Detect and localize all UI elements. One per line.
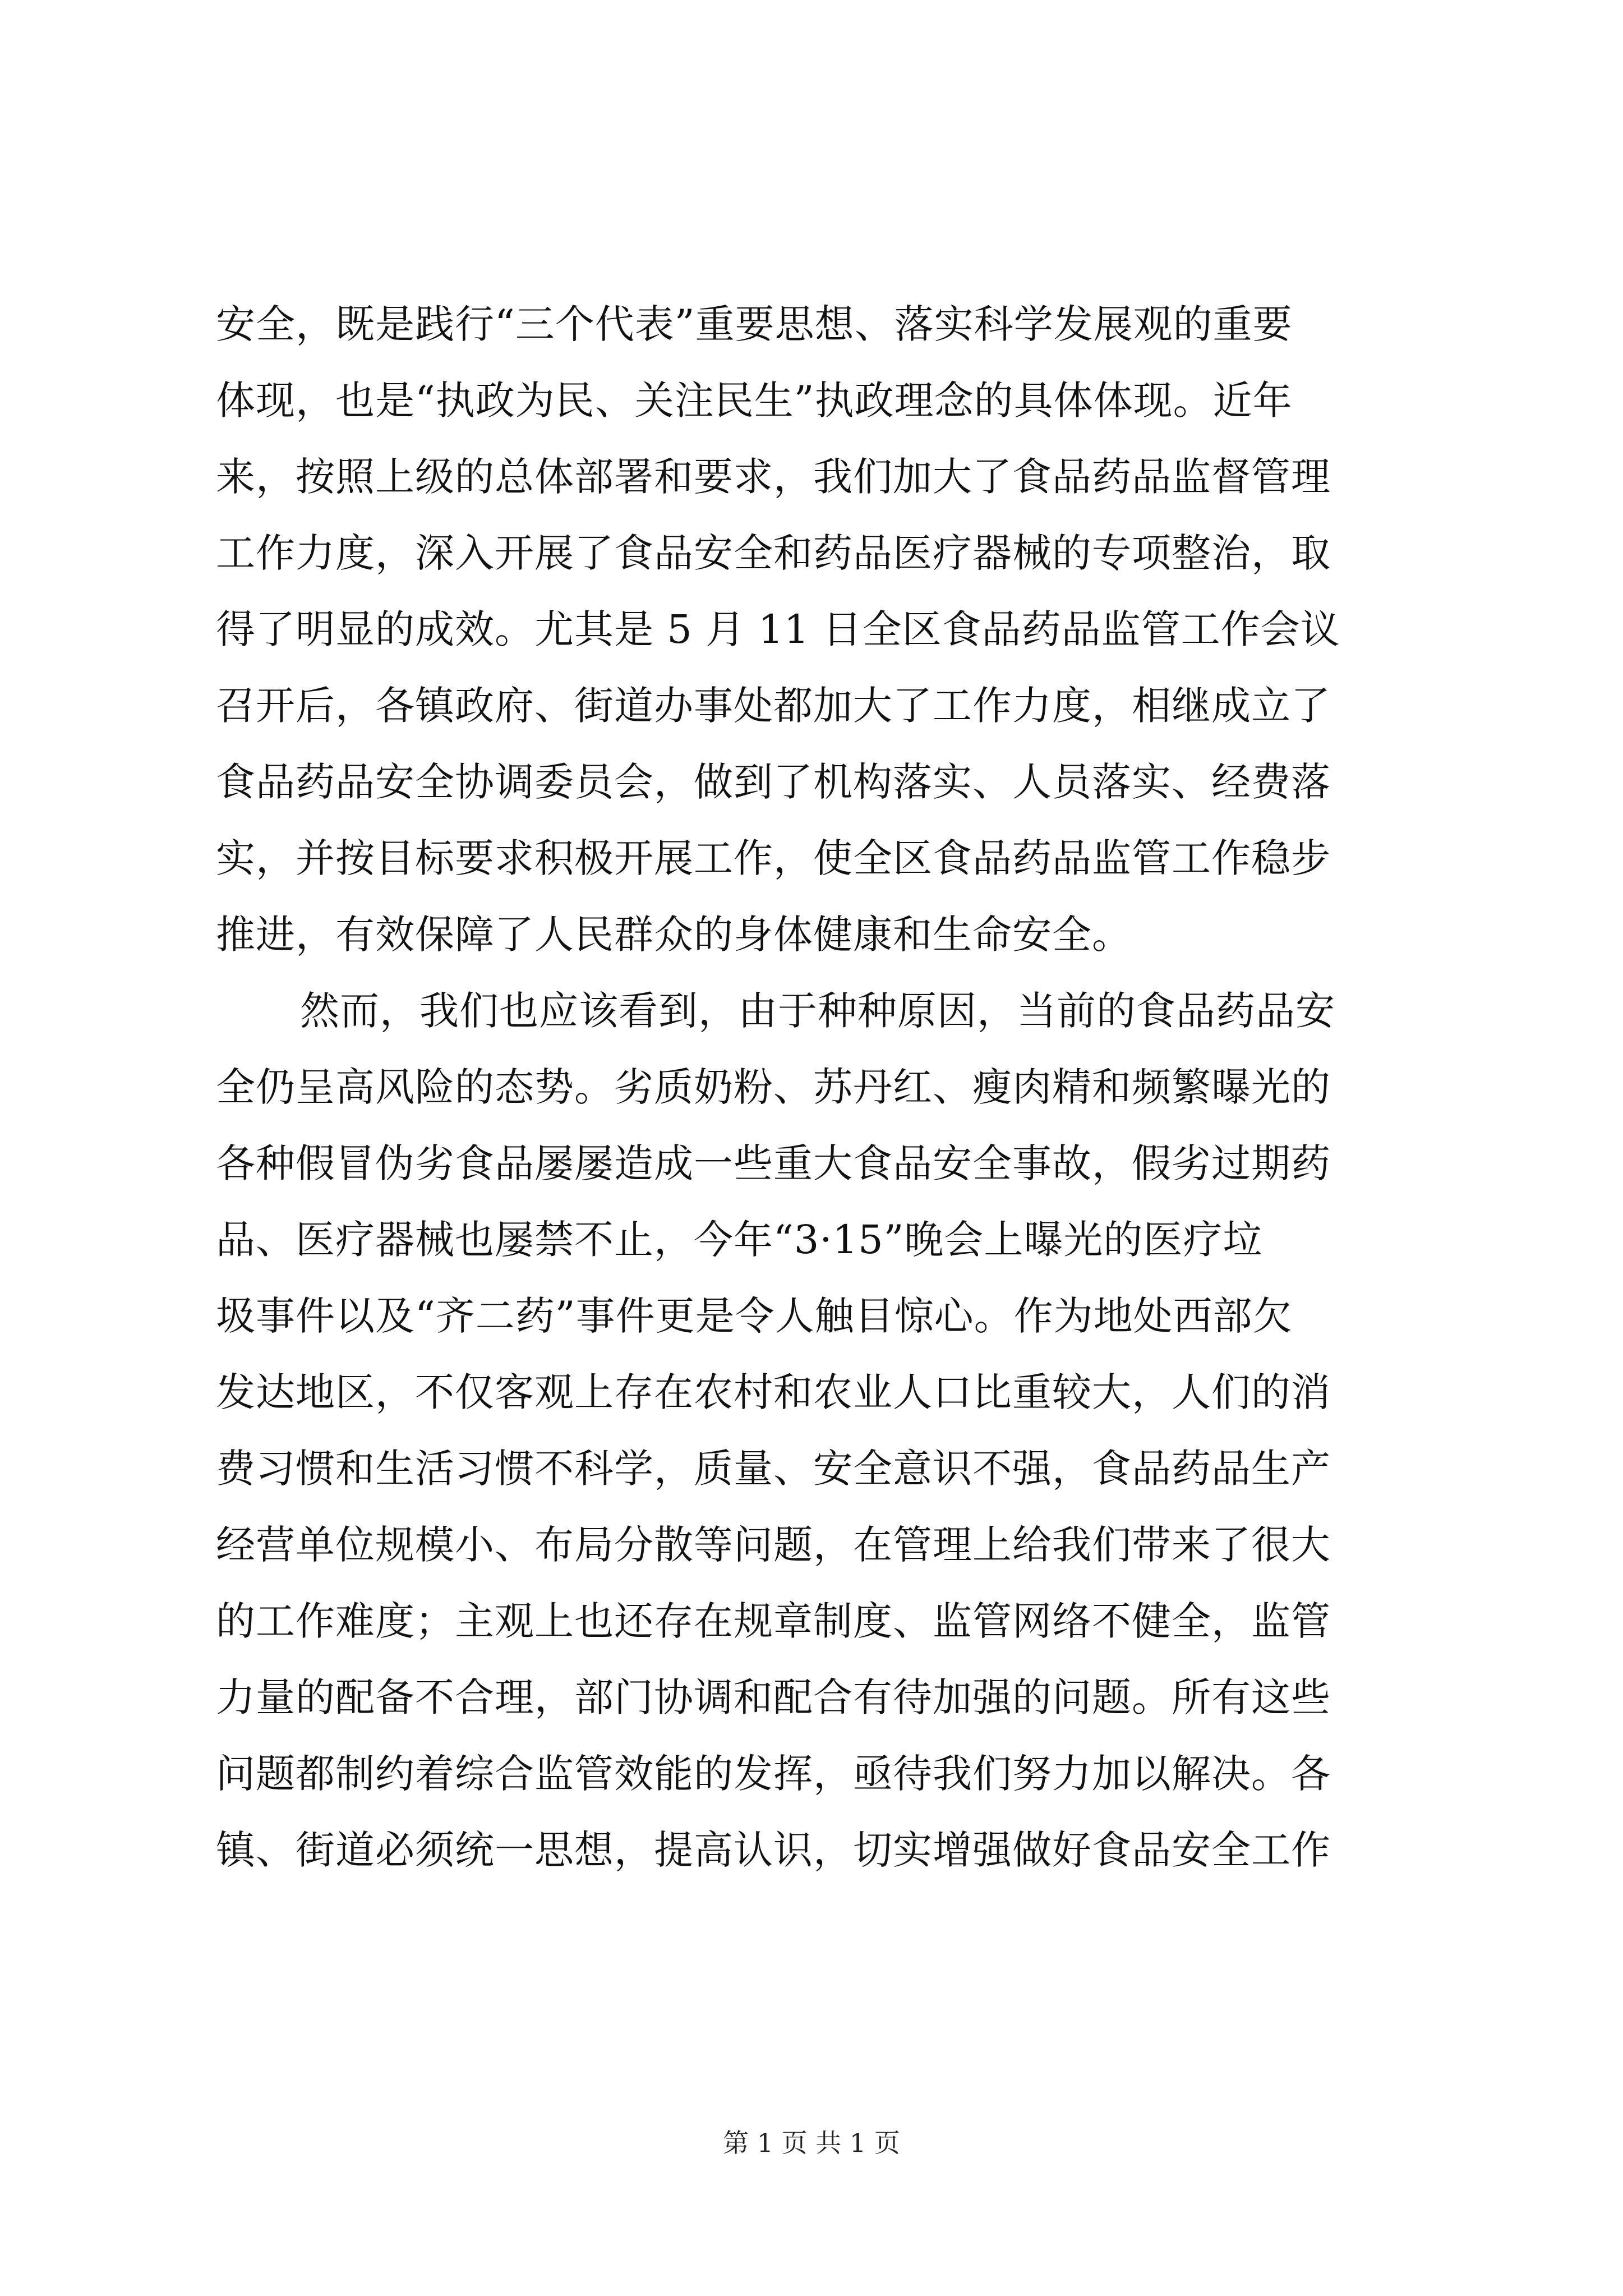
paragraph-start-line: 然而，我们也应该看到，由于种种原因，当前的食品药品安 bbox=[300, 988, 1335, 1034]
text-line: 来，按照上级的总体部署和要求，我们加大了食品药品监督管理 bbox=[216, 454, 1331, 500]
text-line: 圾事件以及“齐二药”事件更是令人触目惊心。作为地处西部欠 bbox=[216, 1293, 1293, 1339]
text-line: 体现，也是“执政为民、关注民生”执政理念的具体体现。近年 bbox=[216, 378, 1293, 424]
text-line: 安全，既是践行“三个代表”重要思想、落实科学发展观的重要 bbox=[216, 301, 1293, 347]
text-line: 实，并按目标要求积极开展工作，使全区食品药品监管工作稳步 bbox=[216, 835, 1331, 881]
text-line: 品、医疗器械也屡禁不止，今年“3·15”晚会上曝光的医疗垃 bbox=[216, 1217, 1263, 1263]
document-body bbox=[216, 286, 1416, 1888]
text-line: 的工作难度；主观上也还存在规章制度、监管网络不健全，监管 bbox=[216, 1598, 1331, 1644]
text-line: 问题都制约着综合监管效能的发挥，亟待我们努力加以解决。各 bbox=[216, 1751, 1331, 1797]
text-line: 费习惯和生活习惯不科学，质量、安全意识不强，食品药品生产 bbox=[216, 1446, 1331, 1492]
text-line: 食品药品安全协调委员会，做到了机构落实、人员落实、经费落 bbox=[216, 759, 1331, 805]
text-line: 全仍呈高风险的态势。劣质奶粉、苏丹红、瘦肉精和频繁曝光的 bbox=[216, 1064, 1331, 1110]
text-line: 镇、街道必须统一思想，提高认识，切实增强做好食品安全工作 bbox=[216, 1827, 1331, 1873]
text-line: 各种假冒伪劣食品屡屡造成一些重大食品安全事故，假劣过期药 bbox=[216, 1140, 1331, 1186]
text-line: 经营单位规模小、布局分散等问题，在管理上给我们带来了很大 bbox=[216, 1522, 1331, 1568]
text-line: 召开后，各镇政府、街道办事处都加大了工作力度，相继成立了 bbox=[216, 683, 1331, 729]
page-number-footer: 第 1 页 共 1 页 bbox=[723, 2128, 900, 2158]
text-line: 推进，有效保障了人民群众的身体健康和生命安全。 bbox=[216, 912, 1132, 958]
text-line: 工作力度，深入开展了食品安全和药品医疗器械的专项整治，取 bbox=[216, 530, 1331, 576]
text-line: 得了明显的成效。尤其是 5 月 11 日全区食品药品监管工作会议 bbox=[216, 606, 1340, 652]
text-line: 力量的配备不合理，部门协调和配合有待加强的问题。所有这些 bbox=[216, 1674, 1331, 1720]
text-line: 发达地区，不仅客观上存在农村和农业人口比重较大，人们的消 bbox=[216, 1369, 1331, 1415]
